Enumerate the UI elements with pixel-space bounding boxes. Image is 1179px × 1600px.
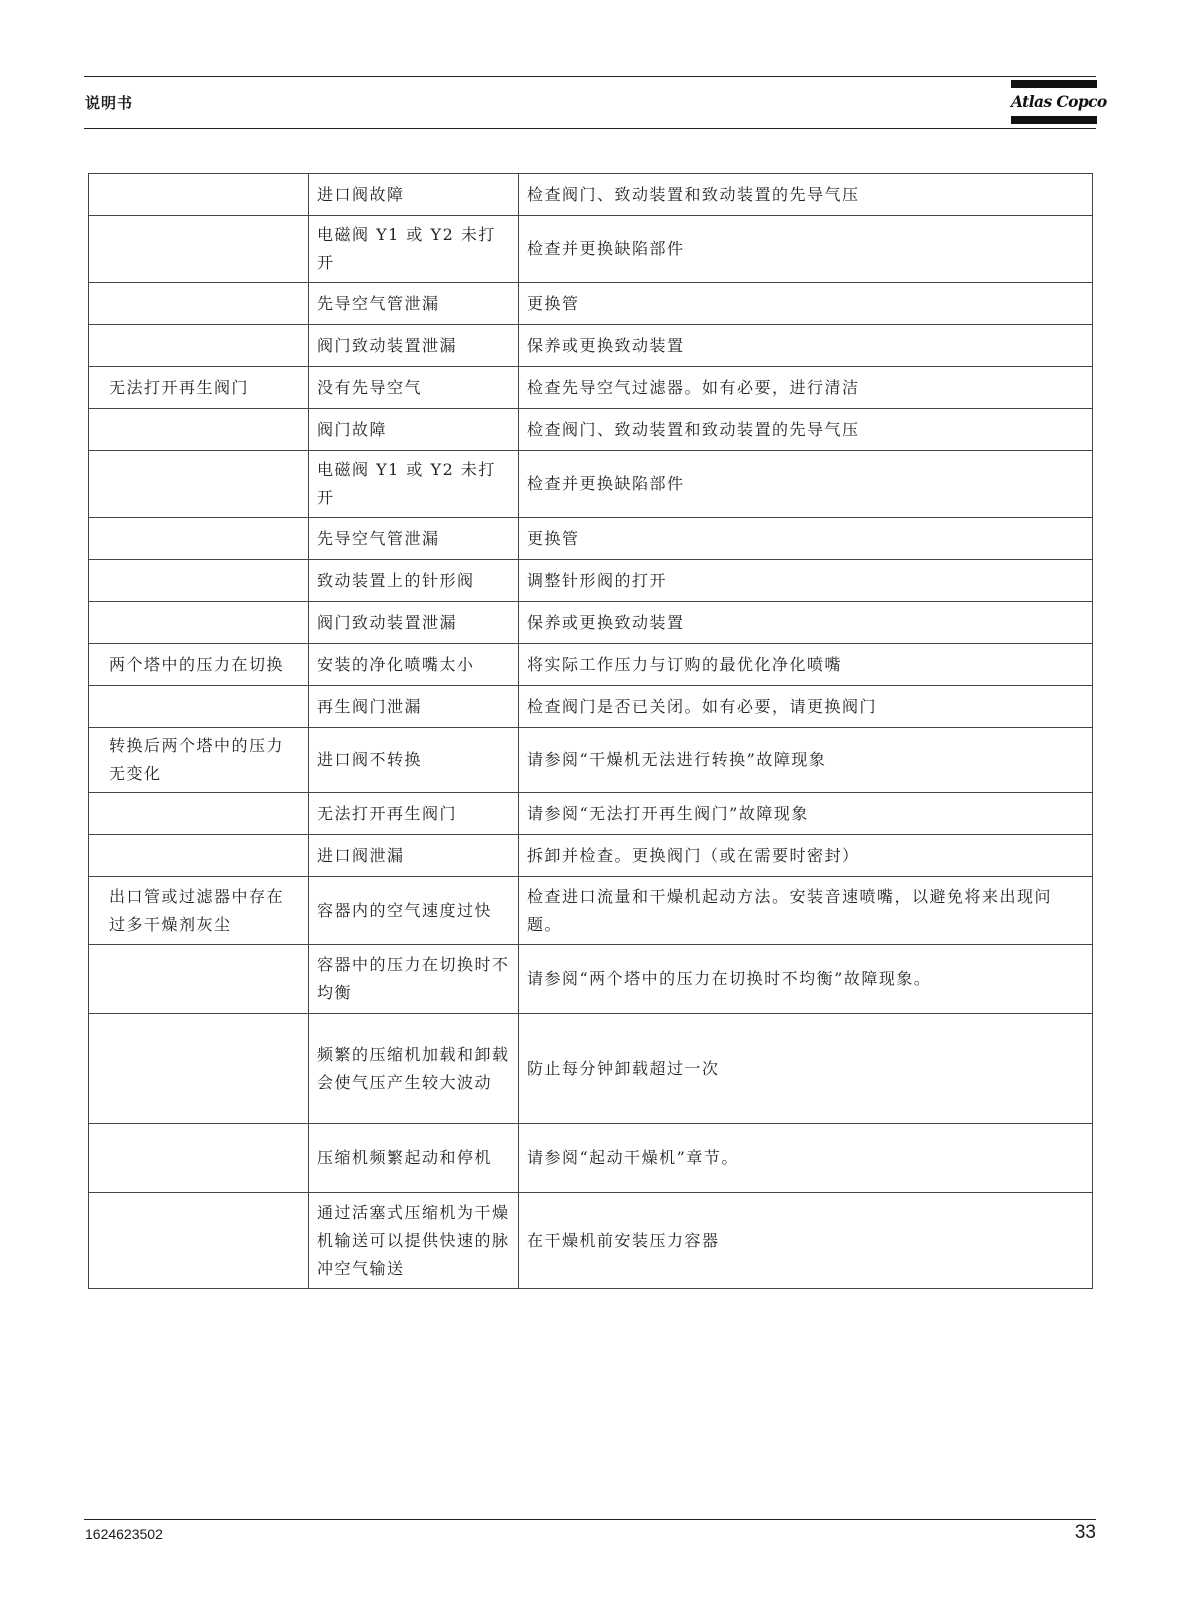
atlas-copco-logo (1011, 80, 1107, 124)
remedy-cell: 请参阅“干燥机无法进行转换”故障现象 (519, 728, 1093, 793)
footer-rule (84, 1519, 1096, 1520)
fault-phenomenon-cell (89, 451, 309, 518)
table-row (89, 1124, 1093, 1193)
table-row (89, 367, 1093, 409)
table-row (89, 174, 1093, 216)
fault-phenomenon-cell (89, 1014, 309, 1124)
possible-cause-cell: 通过活塞式压缩机为干燥机输送可以提供快速的脉冲空气输送 (309, 1193, 519, 1289)
header-bottom-rule (84, 128, 1096, 129)
possible-cause-cell: 进口阀泄漏 (309, 835, 519, 877)
table-row (89, 216, 1093, 283)
remedy-cell: 检查进口流量和干燥机起动方法。安装音速喷嘴，以避免将来出现问题。 (519, 877, 1093, 945)
remedy-cell: 检查阀门是否已关闭。如有必要，请更换阀门 (519, 686, 1093, 728)
table-row (89, 728, 1093, 793)
fault-phenomenon-cell: 两个塔中的压力在切换 (89, 644, 309, 686)
troubleshooting-table (88, 173, 1093, 1289)
logo-top-bar (1011, 80, 1097, 88)
possible-cause-cell: 安装的净化喷嘴太小 (309, 644, 519, 686)
possible-cause-cell: 电磁阀 Y1 或 Y2 未打开 (309, 451, 519, 518)
remedy-cell: 更换管 (519, 518, 1093, 560)
fault-phenomenon-cell (89, 560, 309, 602)
remedy-cell: 请参阅“两个塔中的压力在切换时不均衡”故障现象。 (519, 945, 1093, 1014)
possible-cause-cell: 进口阀不转换 (309, 728, 519, 793)
table-row (89, 945, 1093, 1014)
document-type-title: 说明书 (85, 94, 134, 112)
remedy-cell: 保养或更换致动装置 (519, 602, 1093, 644)
page-number: 33 (1074, 1522, 1096, 1543)
possible-cause-cell: 阀门致动装置泄漏 (309, 602, 519, 644)
header-top-rule (84, 76, 1096, 77)
possible-cause-cell: 容器中的压力在切换时不均衡 (309, 945, 519, 1014)
fault-phenomenon-cell (89, 835, 309, 877)
table-row (89, 325, 1093, 367)
remedy-cell: 检查并更换缺陷部件 (519, 451, 1093, 518)
logo-bottom-bar (1011, 116, 1097, 124)
table-row (89, 793, 1093, 835)
fault-phenomenon-cell (89, 174, 309, 216)
table-row (89, 686, 1093, 728)
table-row (89, 518, 1093, 560)
fault-phenomenon-cell: 出口管或过滤器中存在过多干燥剂灰尘 (89, 877, 309, 945)
document-number: 1624623502 (85, 1526, 163, 1542)
fault-phenomenon-cell (89, 793, 309, 835)
fault-phenomenon-cell (89, 283, 309, 325)
possible-cause-cell: 没有先导空气 (309, 367, 519, 409)
fault-phenomenon-cell (89, 1193, 309, 1289)
possible-cause-cell: 容器内的空气速度过快 (309, 877, 519, 945)
possible-cause-cell: 再生阀门泄漏 (309, 686, 519, 728)
table-row (89, 283, 1093, 325)
remedy-cell: 保养或更换致动装置 (519, 325, 1093, 367)
logo-wordmark: Atlas Copco (1011, 92, 1107, 111)
remedy-cell: 检查先导空气过滤器。如有必要，进行清洁 (519, 367, 1093, 409)
table-row (89, 835, 1093, 877)
possible-cause-cell: 阀门故障 (309, 409, 519, 451)
remedy-cell: 检查阀门、致动装置和致动装置的先导气压 (519, 409, 1093, 451)
remedy-cell: 请参阅“起动干燥机”章节。 (519, 1124, 1093, 1193)
remedy-cell: 检查阀门、致动装置和致动装置的先导气压 (519, 174, 1093, 216)
fault-phenomenon-cell (89, 216, 309, 283)
table-row (89, 560, 1093, 602)
remedy-cell: 请参阅“无法打开再生阀门”故障现象 (519, 793, 1093, 835)
fault-phenomenon-cell (89, 602, 309, 644)
possible-cause-cell: 先导空气管泄漏 (309, 518, 519, 560)
table-row (89, 1014, 1093, 1124)
possible-cause-cell: 进口阀故障 (309, 174, 519, 216)
troubleshooting-table-body (89, 174, 1093, 1289)
possible-cause-cell: 先导空气管泄漏 (309, 283, 519, 325)
table-row (89, 877, 1093, 945)
table-row (89, 409, 1093, 451)
remedy-cell: 在干燥机前安装压力容器 (519, 1193, 1093, 1289)
table-row (89, 602, 1093, 644)
remedy-cell: 拆卸并检查。更换阀门（或在需要时密封） (519, 835, 1093, 877)
fault-phenomenon-cell (89, 1124, 309, 1193)
remedy-cell: 检查并更换缺陷部件 (519, 216, 1093, 283)
fault-phenomenon-cell (89, 945, 309, 1014)
possible-cause-cell: 致动装置上的针形阀 (309, 560, 519, 602)
possible-cause-cell: 频繁的压缩机加载和卸载会使气压产生较大波动 (309, 1014, 519, 1124)
remedy-cell: 将实际工作压力与订购的最优化净化喷嘴 (519, 644, 1093, 686)
fault-phenomenon-cell: 无法打开再生阀门 (89, 367, 309, 409)
fault-phenomenon-cell (89, 518, 309, 560)
table-row (89, 644, 1093, 686)
table-row (89, 1193, 1093, 1289)
remedy-cell: 调整针形阀的打开 (519, 560, 1093, 602)
fault-phenomenon-cell: 转换后两个塔中的压力无变化 (89, 728, 309, 793)
fault-phenomenon-cell (89, 409, 309, 451)
possible-cause-cell: 无法打开再生阀门 (309, 793, 519, 835)
possible-cause-cell: 阀门致动装置泄漏 (309, 325, 519, 367)
table-row (89, 451, 1093, 518)
remedy-cell: 更换管 (519, 283, 1093, 325)
possible-cause-cell: 电磁阀 Y1 或 Y2 未打开 (309, 216, 519, 283)
possible-cause-cell: 压缩机频繁起动和停机 (309, 1124, 519, 1193)
fault-phenomenon-cell (89, 686, 309, 728)
remedy-cell: 防止每分钟卸载超过一次 (519, 1014, 1093, 1124)
fault-phenomenon-cell (89, 325, 309, 367)
